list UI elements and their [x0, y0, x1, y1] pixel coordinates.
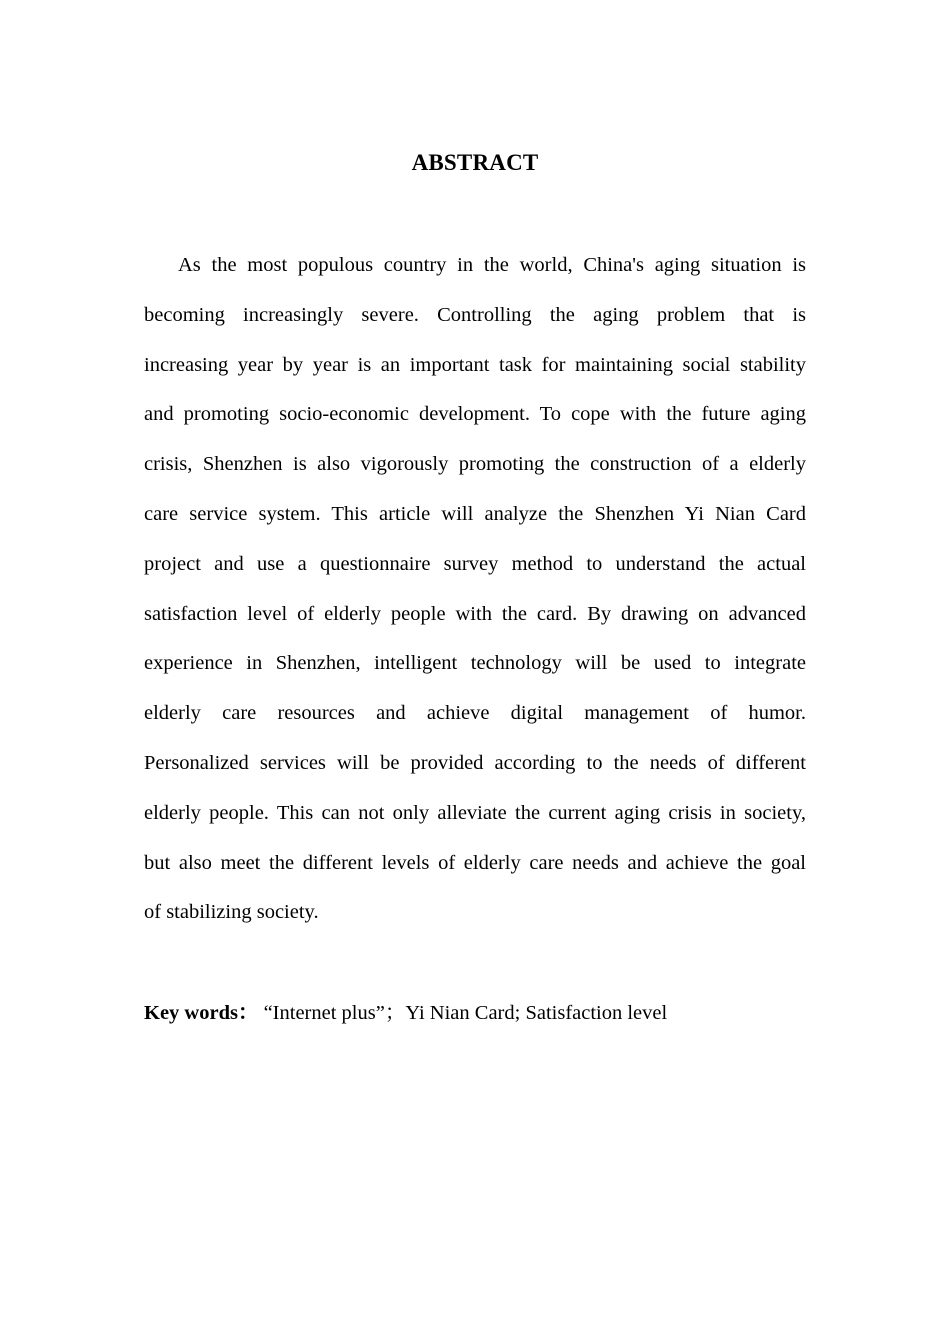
abstract-line: elderly people. This can not only alleviate the current aging crisis in society, [144, 801, 806, 824]
keywords-value: “Internet plus”；Yi Nian Card; Satisfaction level [258, 1002, 668, 1024]
abstract-title: ABSTRACT [411, 150, 539, 175]
abstract-line: elderly care resources and achieve digital management of humor. [144, 702, 806, 725]
abstract-line: but also meet the different levels of elderly care needs and achieve the goal [144, 851, 806, 874]
abstract-line: project and use a questionnaire survey method to understand the actual [144, 552, 806, 575]
abstract-line: As the most populous country in the world, China's aging situation is [178, 254, 806, 276]
abstract-line: and promoting socio-economic development. To cope with the future aging [144, 403, 806, 426]
abstract-line: crisis, Shenzhen is also vigorously promoting the construction of a elderly [144, 453, 806, 476]
abstract-line: becoming increasingly severe. Controlling the aging problem that is [144, 303, 806, 326]
abstract-line: experience in Shenzhen, intelligent technology will be used to integrate [144, 652, 806, 675]
abstract-line: of stabilizing society. [144, 901, 319, 924]
abstract-line: Personalized services will be provided according to the needs of different [144, 751, 806, 774]
keywords-label: Key words： [144, 1002, 259, 1024]
abstract-line: increasing year by year is an important task for maintaining social stability [144, 353, 806, 376]
keywords [144, 999, 667, 1027]
abstract-body [144, 251, 806, 948]
abstract-line: satisfaction level of elderly people with the card. By drawing on advanced [144, 602, 806, 625]
abstract-line: care service system. This article will analyze the Shenzhen Yi Nian Card [144, 502, 806, 525]
